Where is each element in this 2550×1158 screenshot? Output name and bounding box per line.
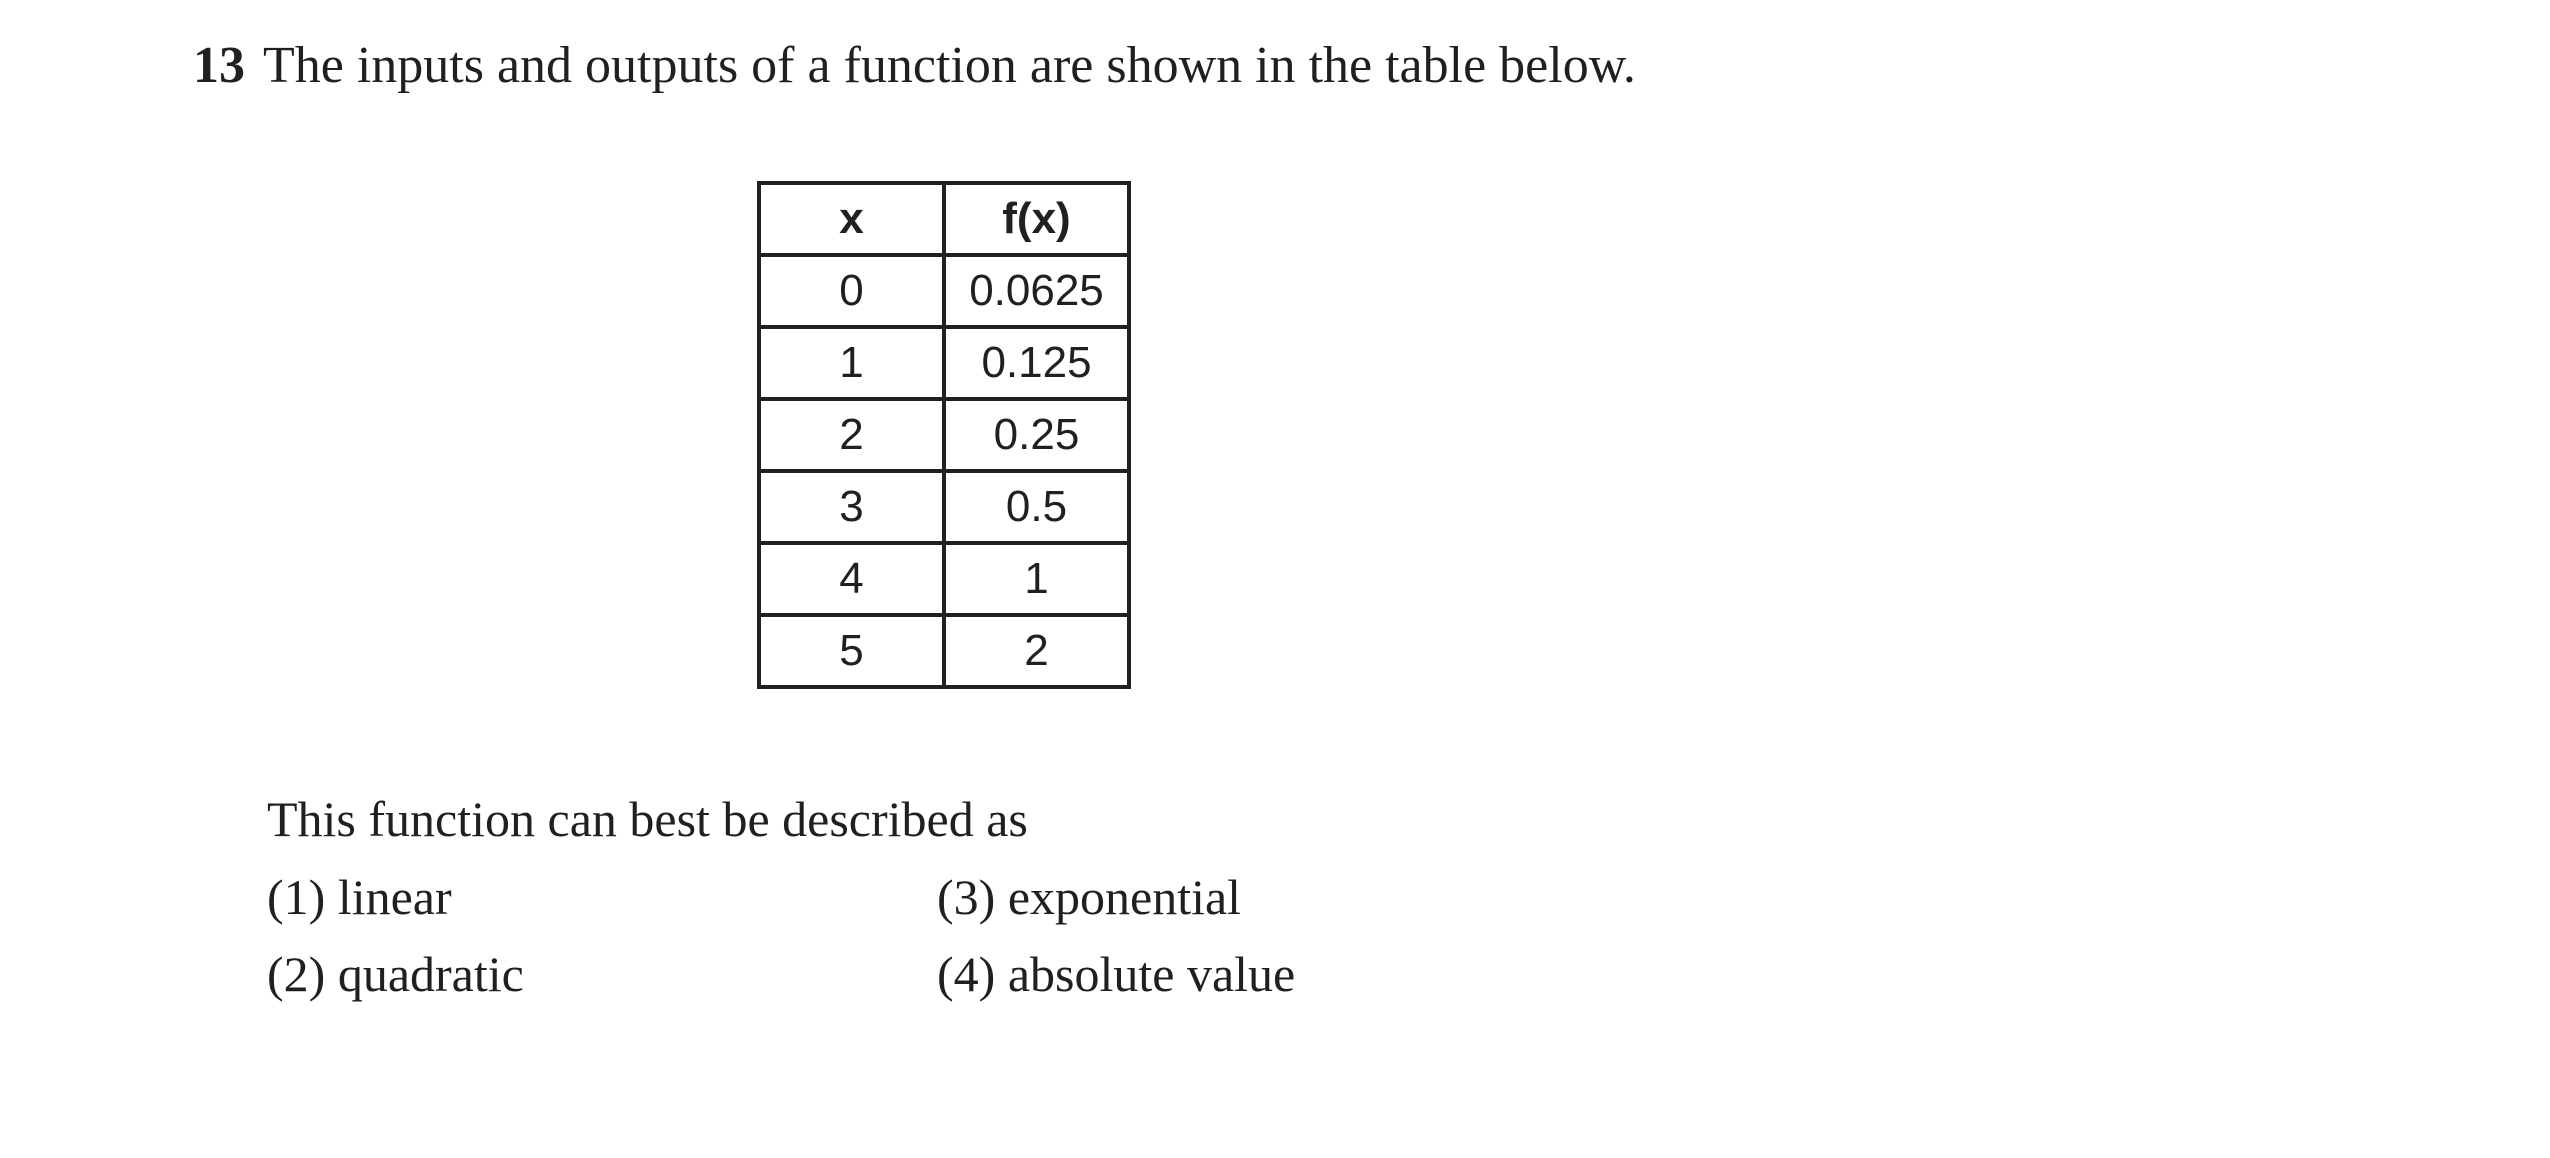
cell-x: 4 <box>759 543 944 615</box>
cell-x: 3 <box>759 471 944 543</box>
option-label: (1) <box>267 869 326 925</box>
header-fx: f(x) <box>944 183 1129 255</box>
cell-fx: 0.25 <box>944 399 1129 471</box>
function-table <box>757 181 1131 689</box>
option-text: exponential <box>1007 869 1242 925</box>
table-row <box>759 399 1129 471</box>
option-label: (4) <box>937 946 996 1002</box>
table-row <box>759 255 1129 327</box>
question-stem <box>193 36 1636 95</box>
option-text: quadratic <box>337 946 524 1002</box>
question-prompt: This function can best be described as <box>267 791 1028 847</box>
table-row <box>759 615 1129 687</box>
cell-fx: 2 <box>944 615 1129 687</box>
question-text: The inputs and outputs of a function are shown in the table below. <box>263 37 1636 94</box>
table-row <box>759 327 1129 399</box>
option-label: (2) <box>267 946 326 1002</box>
cell-fx: 0.0625 <box>944 255 1129 327</box>
option-4[interactable] <box>937 945 1295 1003</box>
option-1[interactable] <box>267 868 452 926</box>
option-3[interactable] <box>937 868 1241 926</box>
option-label: (3) <box>937 869 996 925</box>
table-row <box>759 471 1129 543</box>
cell-fx: 1 <box>944 543 1129 615</box>
option-text: linear <box>337 869 452 925</box>
cell-fx: 0.5 <box>944 471 1129 543</box>
cell-fx: 0.125 <box>944 327 1129 399</box>
table-row <box>759 543 1129 615</box>
question-number: 13 <box>193 37 245 94</box>
cell-x: 0 <box>759 255 944 327</box>
cell-x: 2 <box>759 399 944 471</box>
cell-x: 5 <box>759 615 944 687</box>
cell-x: 1 <box>759 327 944 399</box>
table-header-row <box>759 183 1129 255</box>
option-text: absolute value <box>1007 946 1296 1002</box>
header-x: x <box>759 183 944 255</box>
option-2[interactable] <box>267 945 524 1003</box>
